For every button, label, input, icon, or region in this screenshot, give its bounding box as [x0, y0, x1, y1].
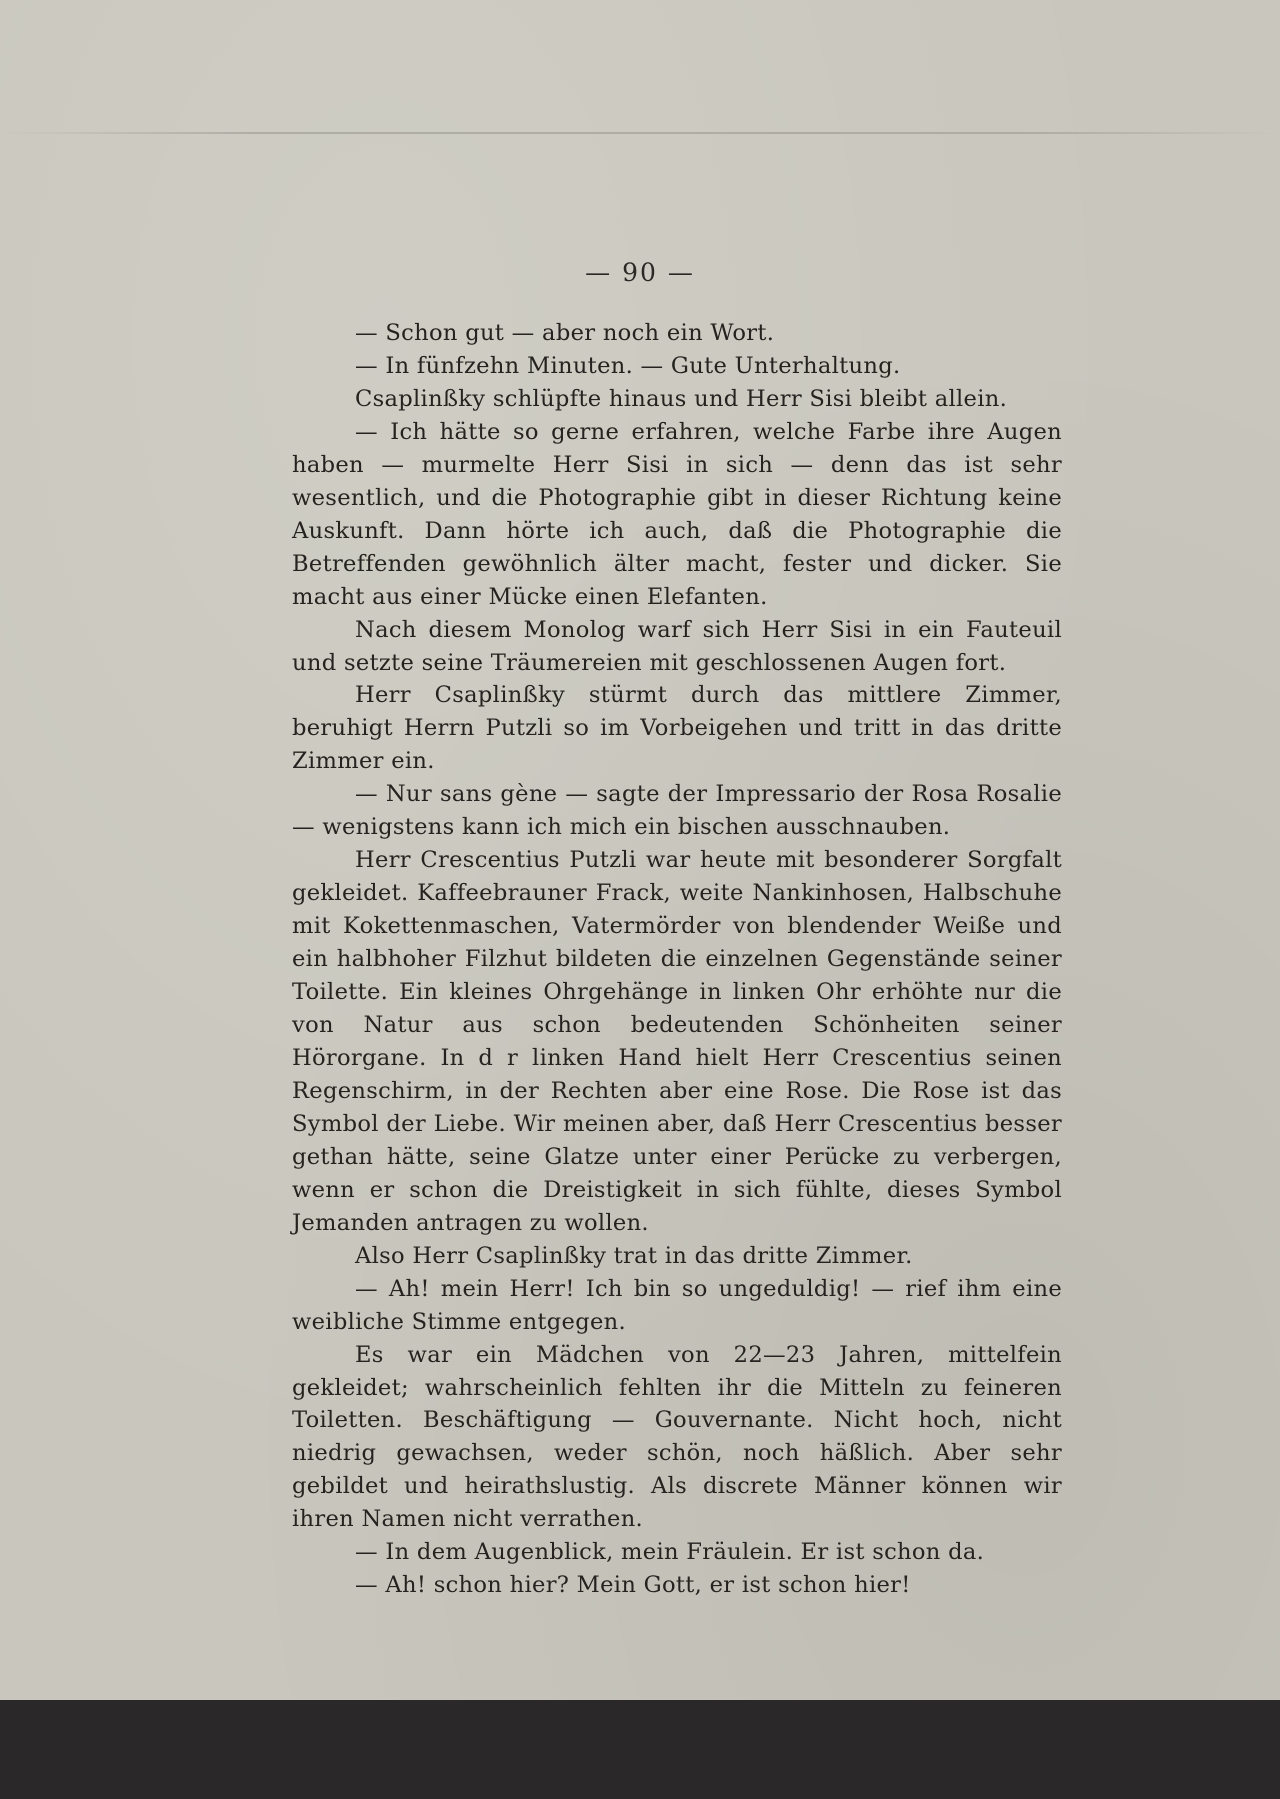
- body-text: [292, 317, 1062, 1602]
- paragraph: — In fünfzehn Minuten. — Gute Unterhaltung.: [355, 352, 901, 379]
- page-number: — 90 —: [585, 258, 695, 287]
- paragraph: — Schon gut — aber noch ein Wort.: [355, 320, 775, 346]
- paragraph: Es war ein Mädchen von 22—23 Jahren, mittelfein gekleidet; wahrscheinlich fehlten ihr die Mitteln zu feineren Toiletten. Beschäftigung — Gouvernante. Nicht hoch, nicht niedrig gewachsen, weder schön, noch häßlich. Aber sehr gebildet und heirathslustig. Als discrete Männer können wir ihren Namen nicht verrathen.: [292, 1341, 1062, 1533]
- paragraph: Also Herr Csaplinßky trat in das dritte Zimmer.: [355, 1242, 913, 1269]
- paragraph: Nach diesem Monolog warf sich Herr Sisi in ein Fauteuil und setzte seine Träumereien mit geschlossenen Augen fort.: [292, 616, 1062, 676]
- paragraph: — Nur sans gène — sagte der Impressario der Rosa Rosalie — wenigstens kann ich mich ein bischen ausschnauben.: [292, 781, 1062, 841]
- paper-fold-line: [0, 132, 1280, 134]
- paragraph: — In dem Augenblick, mein Fräulein. Er ist schon da.: [355, 1539, 985, 1566]
- paragraph: Herr Csaplinßky stürmt durch das mittlere Zimmer, beruhigt Herrn Putzli so im Vorbeigehen und tritt in das dritte Zimmer ein.: [292, 682, 1062, 775]
- paragraph: — Ah! mein Herr! Ich bin so ungeduldig! — rief ihm eine weibliche Stimme entgegen.: [292, 1275, 1062, 1335]
- scanner-background: [0, 1700, 1280, 1799]
- paragraph: — Ah! schon hier? Mein Gott, er ist schon hier!: [355, 1572, 911, 1599]
- paragraph: — Ich hätte so gerne erfahren, welche Farbe ihre Augen haben — murmelte Herr Sisi in sich — denn das ist sehr wesentlich, und die Photographie gibt in dieser Richtung keine Auskunft. Dann hörte ich auch, daß die Photographie die Betreffenden gewöhnlich älter macht, fester und dicker. Sie macht aus einer Mücke einen Elefanten.: [292, 418, 1062, 610]
- paragraph: Csaplinßky schlüpfte hinaus und Herr Sisi bleibt allein.: [355, 385, 1008, 412]
- paragraph: Herr Crescentius Putzli war heute mit besonderer Sorgfalt gekleidet. Kaffeebrauner Frack, weite Nankinhosen, Halbschuhe mit Kokettenmaschen, Vatermörder von blendender Weiße und ein halbhoher Filzhut bildeten die einzelnen Gegenstände seiner Toilette. Ein kleines Ohrgehänge in linken Ohr erhöhte nur die von Natur aus schon bedeutenden Schönheiten seiner Hörorgane. In d r linken Hand hielt Herr Crescentius seinen Regenschirm, in der Rechten aber eine Rose. Die Rose ist das Symbol der Liebe. Wir meinen aber, daß Herr Crescentius besser gethan hätte, seine Glatze unter einer Perücke zu verbergen, wenn er schon die Dreistigkeit in sich fühlte, dieses Symbol Jemanden antragen zu wollen.: [292, 847, 1062, 1236]
